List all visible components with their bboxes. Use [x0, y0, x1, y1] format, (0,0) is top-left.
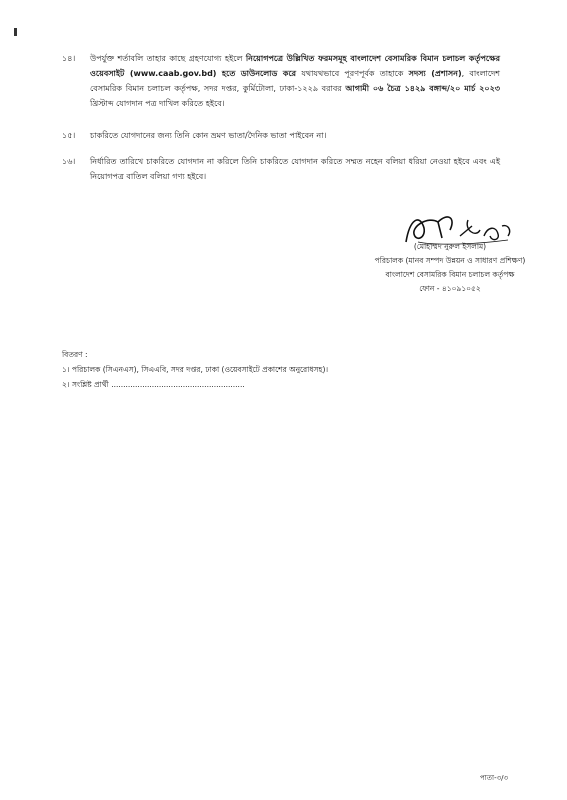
- signatory-designation: পরিচালক (মানব সম্পদ উন্নয়ন ও সাধারণ প্রশিক্ষণ): [374, 256, 526, 265]
- clause-number: ১৬।: [62, 157, 76, 166]
- scan-mark: [14, 28, 17, 36]
- clause-text-part: উপর্যুক্ত শর্তাবলি তাহার কাছে গ্রহণযোগ্য হইলে: [90, 54, 243, 63]
- clause-text: নির্ধারিত তারিখে চাকরিতে যোগদান না করিলে তিনি চাকরিতে যোগদান করিতে সম্মত নহেন বলিয়া ধরিয়া নেওয়া হইবে এবং এই নিয়োগপত্র বাতিল বলিয়া গণ্য হইবে।: [90, 157, 500, 181]
- distribution-heading: বিতরণ :: [62, 350, 88, 359]
- page-number: পাতা-৩/৩: [480, 774, 509, 782]
- clause-number: ১৪।: [62, 54, 76, 63]
- signatory-name: (মোহাম্মদ নুরুল ইসলাম): [413, 242, 487, 251]
- signatory-organization: বাংলাদেশ বেসামরিক বিমান চলাচল কর্তৃপক্ষ: [385, 270, 515, 279]
- clause-text: চাকরিতে যোগদানের জন্য তিনি কোন ভ্রমণ ভাতা/দৈনিক ভাতা পাইবেন না।: [90, 131, 327, 140]
- signatory-phone: ফোন - ৪১০৯১০৫২: [419, 284, 481, 293]
- clause-bold-text: আগামী ০৬ চৈত্র ১৪২৯ বঙ্গাব্দ/২০ মার্চ ২০২৩: [345, 84, 500, 93]
- clause-text-part: যথাযথভাবে পূরণপূর্বক তাহাকে: [301, 69, 404, 78]
- clause-text-part: , বাংলাদেশ বেসামরিক বিমান চলাচল কর্তৃপক্ষ, সদর দপ্তর, কুর্মিটোলা, ঢাকা-১২২৯ বরাবর: [90, 69, 501, 93]
- clause-bold-text: নিয়োগপত্রে উল্লিখিত ফরমসমূহ বাংলাদেশ বেসামরিক বিমান চলাচল কর্তৃপক্ষের ওয়েবসাইট (www.caab.gov.bd) হতে ডাউনলোড করে: [90, 54, 500, 78]
- clause-bold-text: সদস্য (প্রশাসন): [408, 69, 462, 78]
- signature-block: [350, 240, 550, 296]
- distribution-item: ২। সংশ্লিষ্ট প্রার্থী ........................................................: [62, 380, 245, 389]
- clause-number: ১৫।: [62, 131, 76, 140]
- distribution-item: ১। পরিচালক (সিএনএস), সিএএবি, সদর দপ্তর, ঢাকা (ওয়েবসাইটে প্রকাশের অনুরোধসহ)।: [62, 365, 329, 374]
- clause-text-part: খ্রিস্টাব্দ যোগদান পত্র দাখিল করিতে হইবে।: [90, 99, 225, 108]
- clause-text: [90, 51, 500, 111]
